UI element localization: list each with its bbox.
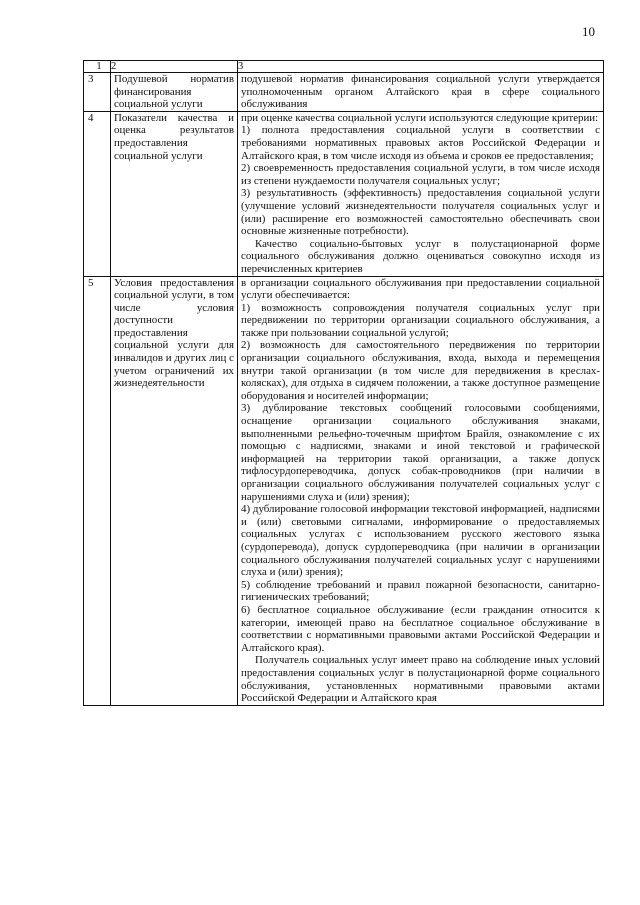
header-col-1: 1 — [84, 61, 111, 73]
paragraph: 3) результативность (эффективность) предоставления социальной услуги (улучшение условий жизнедеятельности получателя социальных услуг и (или) расширение его возможностей самостоятельно обеспечивать свои основные жизненные потребности). — [241, 187, 600, 238]
paragraph: 3) дублирование текстовых сообщений голосовыми сообщениями, оснащение организации социального обслуживания знаками, выполненными рельефно-точечным шрифтом Брайля, ознакомление с их помощью с надписями, знаками и иной текстовой и графической информацией на территории такой организации, а также допуск тифлосурдопереводчика, допуск собак-проводников (при наличии в организации социального обслуживания получателей социальных услуг с нарушениями слуха и (или) зрения); — [241, 402, 600, 503]
row-number: 5 — [84, 276, 111, 705]
row-description — [238, 111, 604, 276]
row-name: Подушевой норматив финансирования социальной услуги — [111, 73, 238, 112]
paragraph: 4) дублирование голосовой информации текстовой информацией, надписями и (или) световыми сигналами, информирование о предоставляемых социальных услугах с использованием русского жестового языка (сурдоперевода), допуск сурдопереводчика (при наличии в организации социального обслуживания получателей социальных услуг с нарушениями слуха и (или) зрения); — [241, 503, 600, 579]
paragraph: Получатель социальных услуг имеет право на соблюдение иных условий предоставления социальных услуг в полустационарной форме социального обслуживания, установленных нормативными правовыми актами Российской Федерации и Алтайского края — [241, 654, 600, 705]
paragraph: 1) возможность сопровождения получателя социальных услуг при передвижении по территории организации социального обслуживания, а также при пользовании социальной услугой; — [241, 301, 600, 339]
paragraph: Качество социально-бытовых услуг в полустационарной форме социального обслуживания должно оцениваться совокупно исходя из перечисленных критериев — [241, 237, 600, 275]
paragraph: 2) своевременность предоставления социальной услуги, в том числе исходя из степени нуждаемости получателя социальных услуг; — [241, 162, 600, 187]
table-row — [84, 111, 604, 276]
paragraph: 2) возможность для самостоятельного передвижения по территории организации социального обслуживания, входа, выхода и перемещения внутри такой организации (в том числе для передвижения в креслах-колясках), для отдыха в сидячем положении, а также доступное размещение оборудования и носителей информации; — [241, 339, 600, 402]
row-number: 4 — [84, 111, 111, 276]
paragraph: при оценке качества социальной услуги используются следующие критерии: — [241, 111, 599, 124]
header-col-3: 3 — [238, 61, 604, 73]
row-name: Условия предоставления социальной услуги, в том числе условия доступности предоставления социальной услуги для инвалидов и других лиц с учетом ограничений их жизнедеятельности — [111, 276, 238, 705]
paragraph: 6) бесплатное социальное обслуживание (если гражданин относится к категории, имеющей право на бесплатное социальное обслуживание в соответствии с нормативными правовыми актами Российской Федерации и Алтайского края). — [241, 603, 600, 654]
paragraph: подушевой норматив финансирования социальной услуги утверждается уполномоченным органом Алтайского края в сфере социального обслуживания — [241, 73, 600, 111]
paragraph: 1) полнота предоставления социальной услуги в соответствии с требованиями нормативных правовых актов Российской Федерации и Алтайского края, в том числе исходя из объема и сроков ее предоставления; — [241, 124, 600, 162]
row-number: 3 — [84, 73, 111, 112]
services-table — [83, 60, 604, 706]
paragraph: 5) соблюдение требований и правил пожарной безопасности, санитарно-гигиенических требований; — [241, 578, 600, 604]
paragraph: в организации социального обслуживания при предоставлении социальной услуги обеспечивается: — [241, 276, 600, 302]
header-row — [84, 61, 604, 73]
header-col-2: 2 — [111, 61, 238, 73]
table-row — [84, 73, 604, 112]
row-description — [238, 276, 604, 705]
row-description — [238, 73, 604, 112]
table-row — [84, 276, 604, 705]
page-number: 10 — [582, 24, 595, 39]
row-name: Показатели качества и оценка результатов предоставления социальной услуги — [111, 111, 238, 276]
